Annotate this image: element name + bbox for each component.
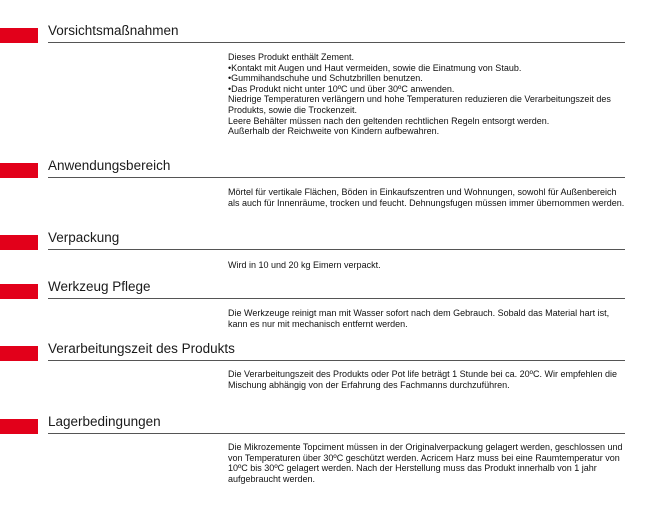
body-line: Leere Behälter müssen nach den geltenden rechtlichen Regeln entsorgt werden. <box>228 115 550 126</box>
section-body <box>228 187 628 208</box>
red-marker <box>0 28 38 43</box>
section-body <box>228 308 628 329</box>
section-header <box>0 157 671 177</box>
red-marker <box>0 284 38 299</box>
divider <box>48 42 625 43</box>
section-title: Lagerbedingungen <box>48 414 161 429</box>
section-title: Werkzeug Pflege <box>48 279 151 294</box>
section-body <box>228 369 628 390</box>
section-header <box>0 22 671 42</box>
divider <box>48 360 625 361</box>
section-werkzeug-pflege <box>0 278 671 329</box>
section-title: Verarbeitungszeit des Produkts <box>48 341 235 356</box>
section-header <box>0 278 671 298</box>
red-marker <box>0 235 38 250</box>
divider <box>48 433 625 434</box>
bullet-line: • Das Produkt nicht unter 10ºC und über 30ºC anwenden. <box>228 84 628 95</box>
section-vorsichtsmassnahmen <box>0 22 671 137</box>
section-body <box>228 442 628 484</box>
body-line: Die Mikrozemente Topciment müssen in der Originalverpackung gelagert werden, geschlossen und von Temperaturen über 30ºC geschützt werden. Acricem Harz muss bei eine Raumtemperatur von 10ºC bis 30ºC gelagert werden. Nach der Herstellung muss das Produkt innerhalb von 1 jahr aufgebraucht werden. <box>228 442 623 484</box>
section-verarbeitungszeit <box>0 340 671 390</box>
section-lagerbedingungen <box>0 413 671 484</box>
section-header <box>0 413 671 433</box>
body-line: Dieses Produkt enthält Zement. <box>228 52 355 62</box>
section-title: Anwendungsbereich <box>48 158 171 173</box>
section-header <box>0 229 671 249</box>
section-anwendungsbereich <box>0 157 671 208</box>
body-line: Außerhalb der Reichweite von Kindern aufbewahren. <box>228 126 440 137</box>
red-marker <box>0 346 38 361</box>
body-line: Die Werkzeuge reinigt man mit Wasser sofort nach dem Gebrauch. Sobald das Material hart ist, kann es nur mit mechanisch entfernt werden. <box>228 308 610 329</box>
section-header <box>0 340 671 360</box>
bullet-line: • Kontakt mit Augen und Haut vermeiden, sowie die Einatmung von Staub. <box>228 63 628 74</box>
body-line: Mörtel für vertikale Flächen, Böden in Einkaufszentren und Wohnungen, sowohl für Außenbereich als auch für Innenräume, trocken und feucht. Dehnungsfugen müssen immer übernommen werden. <box>228 187 625 208</box>
bullet-line: • Gummihandschuhe und Schutzbrillen benutzen. <box>228 73 628 84</box>
body-line: Die Verarbeitungszeit des Produkts oder Pot life beträgt 1 Stunde bei ca. 20ºC. Wir empfehlen die Mischung abhängig von der Erfahrung des Fachmanns durchzuführen. <box>228 369 618 390</box>
body-line: Wird in 10 und 20 kg Eimern verpackt. <box>228 260 381 270</box>
section-verpackung <box>0 229 671 270</box>
red-marker <box>0 419 38 434</box>
divider <box>48 298 625 299</box>
section-title: Verpackung <box>48 230 120 245</box>
red-marker <box>0 163 38 178</box>
section-body <box>228 52 628 137</box>
divider <box>48 177 625 178</box>
section-title: Vorsichtsmaßnahmen <box>48 23 179 38</box>
divider <box>48 249 625 250</box>
body-line: Niedrige Temperaturen verlängern und hohe Temperaturen reduzieren die Verarbeitungszeit des Produkts, sowie die Trockenzeit. <box>228 94 611 115</box>
section-body <box>228 260 628 271</box>
